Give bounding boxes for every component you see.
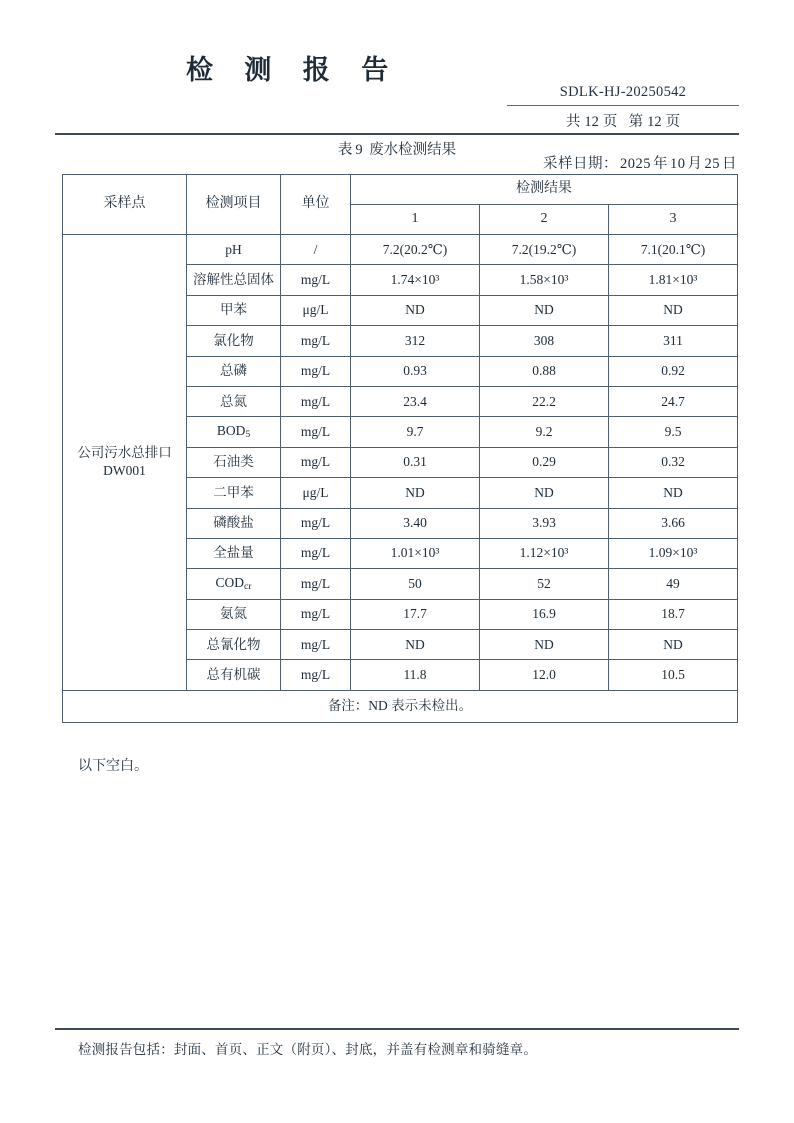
- test-item-subscript: cr: [243, 581, 252, 593]
- test-item-label: 甲苯: [220, 302, 247, 318]
- cell-test-item: [187, 326, 281, 356]
- cell-unit: mg/L: [281, 508, 351, 538]
- page-count-current: 12: [647, 114, 662, 130]
- cell-result-2: 1.12×10³: [480, 538, 609, 568]
- cell-result-3: ND: [609, 478, 738, 508]
- page-count-total: 12: [584, 114, 599, 130]
- cell-result-1: 1.74×10³: [351, 265, 480, 295]
- page-count-suffix: 页: [665, 114, 681, 130]
- sampling-date: [543, 152, 737, 173]
- header-result-2: 2: [480, 205, 609, 235]
- test-item-subscript: 5: [245, 429, 251, 441]
- cell-result-1: ND: [351, 295, 480, 325]
- header-divider-thin: [507, 105, 739, 106]
- cell-test-item: [187, 660, 281, 690]
- cell-unit: mg/L: [281, 386, 351, 416]
- test-item-label: COD: [215, 575, 244, 591]
- header-divider-thick: [55, 133, 739, 135]
- cell-unit: mg/L: [281, 630, 351, 660]
- blank-below-note: 以下空白。: [78, 759, 148, 774]
- cell-result-2: 0.88: [480, 356, 609, 386]
- caption-prefix: 表: [337, 142, 353, 158]
- cell-result-1: 50: [351, 569, 480, 599]
- results-table-wrapper: [62, 174, 738, 723]
- cell-test-item: [187, 478, 281, 508]
- cell-result-2: 308: [480, 326, 609, 356]
- cell-unit: mg/L: [281, 326, 351, 356]
- header-test-item: 检测项目: [187, 175, 281, 235]
- cell-test-item: [187, 569, 281, 599]
- cell-result-3: 18.7: [609, 599, 738, 629]
- cell-result-2: ND: [480, 478, 609, 508]
- cell-test-item: [187, 447, 281, 477]
- cell-result-1: 11.8: [351, 660, 480, 690]
- page-count-prefix: 共: [565, 114, 581, 130]
- test-item-label: 总磷: [220, 363, 247, 379]
- cell-result-2: 16.9: [480, 599, 609, 629]
- table-header-row-top: [63, 175, 738, 205]
- test-item-label: 总氰化物: [206, 636, 261, 652]
- table-row: [63, 235, 738, 265]
- page-title: 检 测 报 告: [186, 55, 400, 86]
- cell-result-2: 7.2(19.2℃): [480, 235, 609, 265]
- cell-result-3: 7.1(20.1℃): [609, 235, 738, 265]
- cell-test-item: [187, 356, 281, 386]
- table-remark-row: [63, 690, 738, 722]
- cell-result-3: 0.92: [609, 356, 738, 386]
- footer-divider: [55, 1028, 739, 1030]
- sampling-date-day-unit: 日: [722, 156, 737, 172]
- test-item-label: 氨氮: [220, 606, 247, 622]
- cell-unit: mg/L: [281, 447, 351, 477]
- test-item-label: BOD: [216, 423, 246, 439]
- cell-result-3: 1.81×10³: [609, 265, 738, 295]
- cell-result-1: ND: [351, 478, 480, 508]
- cell-result-2: 1.58×10³: [480, 265, 609, 295]
- cell-unit: mg/L: [281, 660, 351, 690]
- page-count-mid: 页: [602, 114, 618, 130]
- sampling-date-label: 采样日期：: [543, 156, 618, 172]
- header-unit: 单位: [281, 175, 351, 235]
- cell-result-3: 49: [609, 569, 738, 599]
- cell-result-3: 3.66: [609, 508, 738, 538]
- cell-result-3: 9.5: [609, 417, 738, 447]
- table-head: [63, 175, 738, 235]
- header-result-1: 1: [351, 205, 480, 235]
- cell-unit: mg/L: [281, 265, 351, 295]
- table-body: [63, 235, 738, 723]
- caption-number: 9: [355, 142, 363, 158]
- sampling-point-code: DW001: [103, 463, 146, 479]
- cell-test-item: [187, 235, 281, 265]
- test-item-label: pH: [225, 241, 242, 257]
- sampling-date-year: 2025: [620, 156, 651, 172]
- cell-result-1: 0.93: [351, 356, 480, 386]
- caption-text: 废水检测结果: [369, 142, 457, 158]
- cell-result-3: 1.09×10³: [609, 538, 738, 568]
- cell-remark: 备注：ND 表示未检出。: [63, 690, 738, 722]
- cell-result-1: 1.01×10³: [351, 538, 480, 568]
- cell-result-2: ND: [480, 295, 609, 325]
- test-item-label: 氯化物: [213, 332, 254, 348]
- cell-result-2: 12.0: [480, 660, 609, 690]
- cell-result-3: 311: [609, 326, 738, 356]
- cell-test-item: [187, 508, 281, 538]
- report-number: SDLK-HJ-20250542: [559, 84, 687, 100]
- cell-test-item: [187, 538, 281, 568]
- cell-result-2: 0.29: [480, 447, 609, 477]
- cell-result-3: ND: [609, 630, 738, 660]
- cell-test-item: [187, 417, 281, 447]
- cell-result-1: 17.7: [351, 599, 480, 629]
- cell-result-1: 3.40: [351, 508, 480, 538]
- page-count-label: 第: [628, 114, 644, 130]
- sampling-date-month-unit: 月: [687, 156, 703, 172]
- cell-result-1: 312: [351, 326, 480, 356]
- header-result-3: 3: [609, 205, 738, 235]
- cell-test-item: [187, 599, 281, 629]
- cell-test-item: [187, 630, 281, 660]
- cell-unit: mg/L: [281, 538, 351, 568]
- cell-test-item: [187, 295, 281, 325]
- test-item-label: 磷酸盐: [213, 515, 254, 531]
- cell-result-3: 10.5: [609, 660, 738, 690]
- cell-result-1: 9.7: [351, 417, 480, 447]
- sampling-date-day: 25: [704, 156, 720, 172]
- test-item-label: 二甲苯: [213, 484, 254, 500]
- cell-result-2: 22.2: [480, 386, 609, 416]
- test-item-label: 总有机碳: [206, 667, 261, 683]
- cell-result-2: 52: [480, 569, 609, 599]
- wastewater-results-table: [62, 174, 738, 723]
- cell-unit: mg/L: [281, 417, 351, 447]
- test-item-label: 总氮: [220, 393, 247, 409]
- footer-note: 检测报告包括：封面、首页、正文（附页）、封底，并盖有检测章和骑缝章。: [78, 1042, 538, 1057]
- cell-result-1: 7.2(20.2℃): [351, 235, 480, 265]
- cell-test-item: [187, 386, 281, 416]
- cell-unit: mg/L: [281, 569, 351, 599]
- test-item-label: 全盐量: [213, 545, 254, 561]
- sampling-point-name: 公司污水总排口: [77, 445, 172, 461]
- cell-result-3: 0.32: [609, 447, 738, 477]
- test-item-label: 溶解性总固体: [193, 271, 274, 287]
- cell-test-item: [187, 265, 281, 295]
- cell-unit: /: [281, 235, 351, 265]
- cell-result-1: ND: [351, 630, 480, 660]
- sampling-date-year-unit: 年: [653, 156, 668, 172]
- test-item-label: 石油类: [213, 454, 254, 470]
- cell-unit: mg/L: [281, 356, 351, 386]
- header-sampling-point: 采样点: [63, 175, 187, 235]
- cell-result-2: 9.2: [480, 417, 609, 447]
- cell-unit: mg/L: [281, 599, 351, 629]
- header-results: 检测结果: [351, 175, 738, 205]
- cell-result-2: 3.93: [480, 508, 609, 538]
- cell-result-3: 24.7: [609, 386, 738, 416]
- cell-result-2: ND: [480, 630, 609, 660]
- cell-result-1: 23.4: [351, 386, 480, 416]
- cell-sampling-point: [63, 235, 187, 691]
- cell-result-1: 0.31: [351, 447, 480, 477]
- cell-unit: μg/L: [281, 295, 351, 325]
- cell-unit: μg/L: [281, 478, 351, 508]
- sampling-date-month: 10: [670, 156, 686, 172]
- page-counter: [507, 110, 739, 131]
- cell-result-3: ND: [609, 295, 738, 325]
